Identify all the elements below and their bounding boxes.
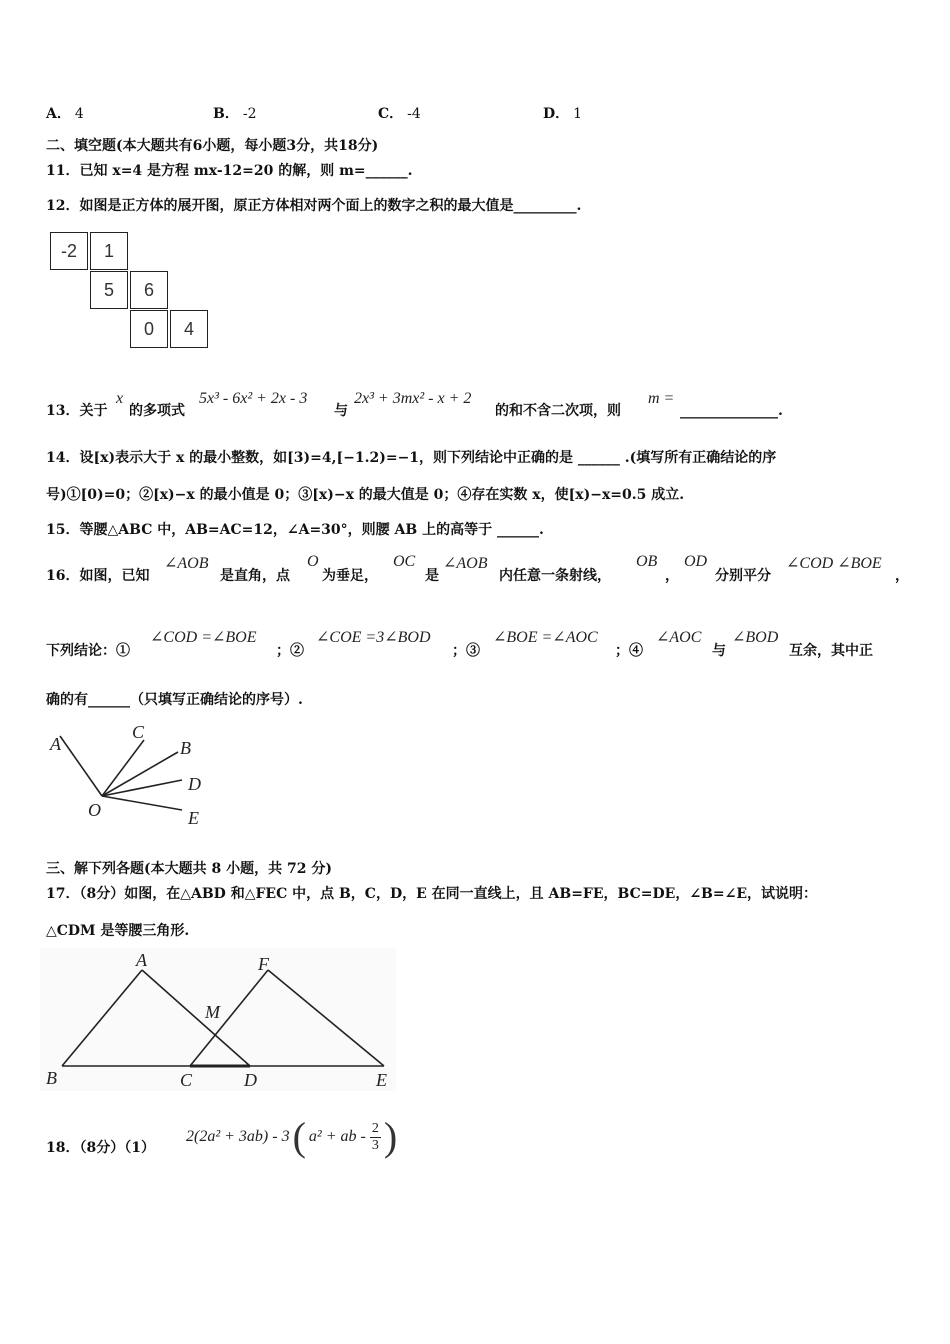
q17-line2: △CDM 是等腰三角形. bbox=[46, 923, 190, 939]
label-m: M bbox=[205, 1002, 220, 1022]
q13-blank: ______________. bbox=[680, 403, 783, 419]
net-cell: 4 bbox=[170, 310, 208, 348]
q16-p1: 16．如图，已知 bbox=[46, 568, 150, 584]
q16-conclusion-1: ∠COD =∠BOE bbox=[150, 629, 257, 646]
q16-conclusion-3: ∠BOE =∠AOC bbox=[493, 629, 598, 646]
ray-od bbox=[102, 780, 182, 796]
net-cell: 5 bbox=[90, 271, 128, 309]
triangle-figure bbox=[40, 948, 400, 1093]
paren-close: ) bbox=[383, 1114, 398, 1159]
label-b: B bbox=[180, 738, 191, 758]
section3-title: 三、解下列各题(本大题共 8 小题，共 72 分) bbox=[46, 861, 332, 877]
question-15: 15．等腰△ABC 中，AB=AC=12，∠A=30°，则腰 AB 上的高等于 ______. bbox=[46, 522, 544, 538]
choice-d: D． 1 bbox=[543, 106, 583, 122]
label-a: A bbox=[50, 734, 61, 754]
ray-oe bbox=[102, 796, 182, 810]
net-cell: 6 bbox=[130, 271, 168, 309]
label-e: E bbox=[188, 808, 199, 828]
choice-c: C． -4 bbox=[378, 106, 421, 122]
label-o: O bbox=[88, 800, 101, 820]
label-d: D bbox=[188, 774, 201, 794]
q13-poly2: 2x³ + 3mx² - x + 2 bbox=[354, 390, 472, 407]
label-a: A bbox=[136, 950, 147, 970]
q14-line2: 号)①[0)=0；②[x)−x 的最小值是 0；③[x)−x 的最大值是 0；④存在实数 x，使[x)−x=0.5 成立. bbox=[46, 487, 685, 503]
q16-p6: ， bbox=[665, 568, 679, 584]
net-cell: -2 bbox=[50, 232, 88, 270]
q16-m4: ∠AOB bbox=[443, 555, 488, 572]
q14-line1: 14．设[x)表示大于 x 的最小整数，如[3)=4,[−1.2)=−1，则下列结论中正确的是 ______ .(填写所有正确结论的序 bbox=[46, 450, 777, 466]
label-b: B bbox=[46, 1068, 57, 1088]
q16-l2b: ；② bbox=[276, 643, 304, 659]
frac-denominator: 3 bbox=[371, 1137, 379, 1153]
q18-expression bbox=[186, 1113, 397, 1161]
section2-title: 二、填空题(本大题共有6小题，每小题3分，共18分) bbox=[46, 138, 379, 154]
q13-var-x: x bbox=[116, 390, 124, 407]
ray-oa bbox=[60, 736, 102, 796]
q16-m6: OD bbox=[684, 553, 708, 570]
q16-l2c: ；③ bbox=[452, 643, 480, 659]
paren-open: ( bbox=[292, 1114, 306, 1159]
frac-numerator: 2 bbox=[371, 1120, 379, 1136]
choice-b: B． -2 bbox=[213, 106, 257, 122]
label-c: C bbox=[180, 1070, 193, 1090]
q16-p8: ， bbox=[895, 568, 909, 584]
q16-conclusion-2: ∠COE =3∠BOD bbox=[316, 629, 431, 646]
q16-line3: 确的有______（只填写正确结论的序号）. bbox=[46, 692, 303, 708]
q16-p3: 为垂足， bbox=[322, 568, 378, 584]
q16-l2a: 下列结论：① bbox=[46, 643, 130, 659]
q18-expr-b: a² + ab - bbox=[308, 1128, 366, 1145]
q16-conclusion-4b: ∠BOD bbox=[732, 629, 779, 646]
angle-figure bbox=[40, 718, 230, 830]
label-d: D bbox=[244, 1070, 257, 1090]
q16-l2e: 与 bbox=[712, 643, 726, 659]
q16-m5: OB bbox=[636, 553, 658, 570]
q17-line1: 17．（8分）如图，在△ABD 和△FEC 中，点 B，C，D，E 在同一直线上，且 AB=FE，BC=DE，∠B=∠E，试说明： bbox=[46, 886, 818, 902]
q18-expr-a: 2(2a² + 3ab) - 3 bbox=[186, 1128, 290, 1145]
q13-mid3: 的和不含二次项，则 bbox=[495, 403, 621, 419]
net-cell: 0 bbox=[130, 310, 168, 348]
q16-l2f: 互余，其中正 bbox=[789, 643, 873, 659]
label-c: C bbox=[132, 722, 145, 742]
q18-prefix: 18．（8分）（1） bbox=[46, 1140, 155, 1156]
choice-a: A． 4 bbox=[46, 106, 84, 122]
q16-m7: ∠COD ∠BOE bbox=[786, 555, 882, 572]
question-12: 12．如图是正方体的展开图，原正方体相对两个面上的数字之积的最大值是_________. bbox=[46, 198, 582, 214]
label-e: E bbox=[376, 1070, 387, 1090]
q13-poly1: 5x³ - 6x² + 2x - 3 bbox=[199, 390, 308, 407]
q16-p5: 内任意一条射线， bbox=[499, 568, 611, 584]
question-11: 11．已知 x=4 是方程 mx-12=20 的解，则 m=______. bbox=[46, 163, 413, 179]
ray-ob bbox=[102, 752, 178, 796]
q16-m3: OC bbox=[393, 553, 416, 570]
ray-oc bbox=[102, 740, 144, 796]
q13-mid2: 与 bbox=[334, 403, 348, 419]
q18-fraction bbox=[370, 1121, 381, 1154]
q16-m2: O bbox=[307, 553, 319, 570]
q13-mid1: 的多项式 bbox=[129, 403, 185, 419]
q16-l2d: ；④ bbox=[615, 643, 643, 659]
q16-p2: 是直角，点 bbox=[220, 568, 290, 584]
q13-var-m: m = bbox=[648, 390, 675, 407]
q16-conclusion-4a: ∠AOC bbox=[656, 629, 702, 646]
q13-prefix: 13．关于 bbox=[46, 403, 108, 419]
net-cell: 1 bbox=[90, 232, 128, 270]
q16-p4: 是 bbox=[425, 568, 439, 584]
q16-p7: 分别平分 bbox=[715, 568, 771, 584]
label-f: F bbox=[258, 954, 269, 974]
q16-m1: ∠AOB bbox=[164, 555, 209, 572]
